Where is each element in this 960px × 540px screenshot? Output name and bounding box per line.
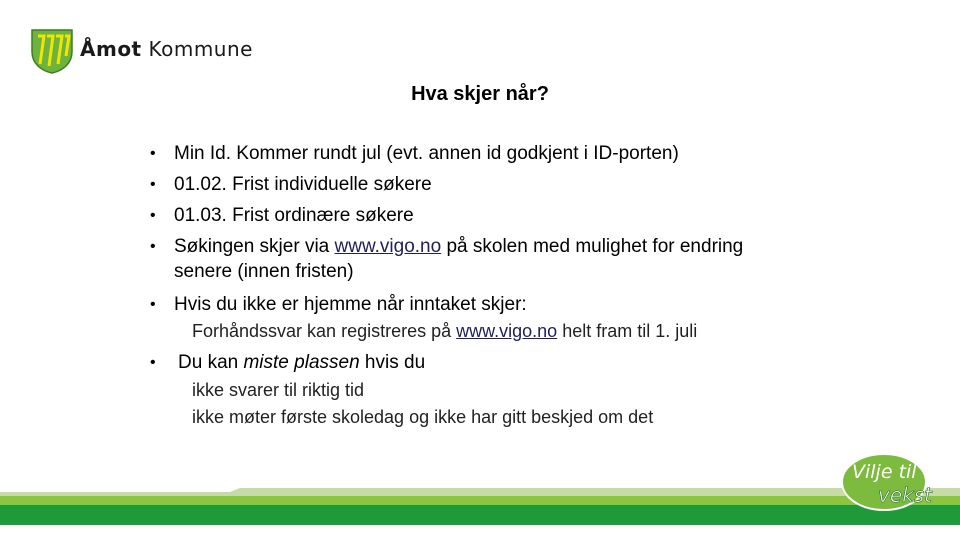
bullet-item: Min Id. Kommer rundt jul (evt. annen id godkjent i ID-porten) bbox=[174, 143, 679, 164]
vilje-til-vekst-badge bbox=[838, 452, 950, 518]
bullet-italic: miste plassen bbox=[243, 352, 360, 373]
sub-text: helt fram til 1. juli bbox=[557, 321, 698, 341]
bullet-marker: • bbox=[150, 176, 156, 193]
pale-stripe bbox=[0, 488, 960, 496]
bullet-marker: • bbox=[150, 296, 156, 313]
bullet-item: 01.02. Frist individuelle søkere bbox=[174, 174, 432, 195]
logo-name-rest: Kommune bbox=[141, 37, 253, 61]
bullet-item: 01.03. Frist ordinære søkere bbox=[174, 205, 414, 226]
bullet-marker: • bbox=[150, 207, 156, 224]
vigo-link[interactable]: www.vigo.no bbox=[334, 236, 442, 257]
bullet-text: på skolen med mulighet for endring bbox=[441, 236, 744, 257]
sub-item: ikke møter første skoledag og ikke har gitt beskjed om det bbox=[192, 407, 654, 427]
badge-line2: vekst bbox=[878, 483, 932, 507]
light-stripe bbox=[0, 496, 960, 505]
bullet-text: Søkingen skjer via bbox=[174, 236, 335, 257]
slide-title: Hva skjer når? bbox=[411, 83, 549, 105]
bullet-text: hvis du bbox=[359, 352, 426, 373]
sub-text: Forhåndssvar kan registreres på bbox=[192, 321, 457, 341]
bullet-text: Du kan bbox=[178, 352, 244, 373]
logo-name-bold: Åmot bbox=[80, 37, 142, 61]
bullet-marker: • bbox=[150, 145, 156, 162]
bullet-item: Hvis du ikke er hjemme når inntaket skjer: bbox=[174, 294, 527, 315]
bullet-marker: • bbox=[150, 354, 156, 371]
vigo-link[interactable]: www.vigo.no bbox=[456, 321, 558, 341]
sub-item: ikke svarer til riktig tid bbox=[192, 380, 365, 400]
badge-line1: Vilje til bbox=[852, 461, 917, 483]
dark-stripe bbox=[0, 505, 960, 525]
bullet-item-continuation: senere (innen fristen) bbox=[174, 261, 354, 282]
bullet-marker: • bbox=[150, 238, 156, 255]
